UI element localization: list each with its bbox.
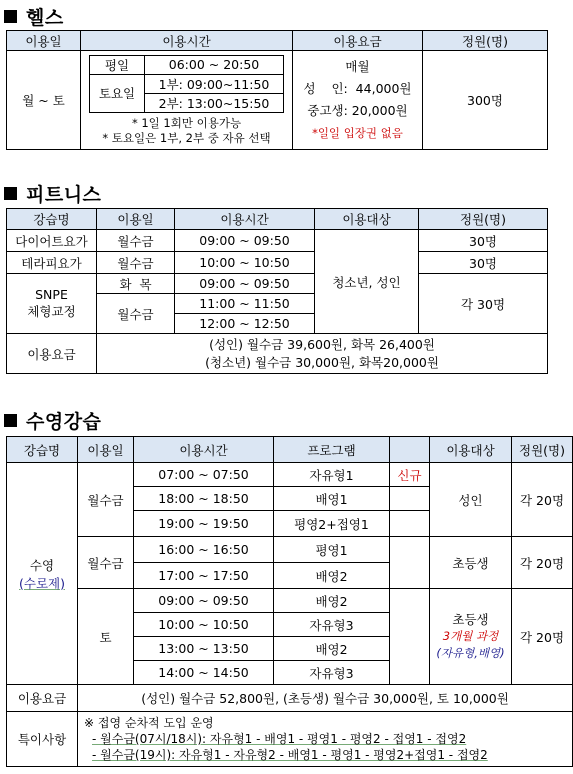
snpe-time: 09:00 ~ 09:50: [175, 274, 315, 294]
health-days: 월 ~ 토: [7, 51, 81, 150]
health-time-cell: [81, 51, 293, 150]
snpe-name-line2: 체형교정: [27, 304, 76, 319]
swim-program: 배영2: [274, 563, 390, 589]
class-name: 테라피요가: [7, 252, 97, 274]
class-days: 월수금: [97, 252, 175, 274]
fee-title: 매월: [345, 59, 370, 74]
fee-youth: 중고생: 20,000원: [307, 103, 408, 118]
weekday-label: 평일: [90, 55, 145, 74]
health-time-subtable: [89, 55, 284, 113]
fitness-title-text: 피트니스: [26, 184, 102, 206]
class-time: 09:00 ~ 09:50: [175, 230, 315, 252]
header-target: 이용대상: [430, 437, 512, 463]
swim-g3-days: 토: [78, 589, 134, 685]
fitness-target: 청소년, 성인: [315, 230, 419, 334]
header-capacity: 정원(명): [423, 31, 548, 51]
swim-time: 16:00 ~ 16:50: [134, 537, 274, 563]
header-time: 이용시간: [81, 31, 293, 51]
swim-fee-label: 이용요금: [7, 685, 78, 712]
class-time: 10:00 ~ 10:50: [175, 252, 315, 274]
swim-section-title: [4, 407, 101, 434]
swim-tag-empty: [390, 589, 430, 685]
special-line1: ※ 접영 순차적 도입 운영: [84, 716, 214, 730]
saturday-part2: 2부: 13:00~15:50: [145, 93, 284, 112]
swim-g3-stroke-note: (자유형,배영): [436, 646, 505, 660]
swim-time: 18:00 ~ 18:50: [134, 487, 274, 511]
swim-g3-course-note: 3개월 과정: [442, 629, 499, 643]
swim-special-cell: [78, 712, 573, 767]
header-time: 이용시간: [175, 209, 315, 230]
health-table: [6, 30, 548, 150]
swim-g2-target: 초등생: [430, 537, 512, 589]
swim-time: 10:00 ~ 10:50: [134, 613, 274, 637]
swim-table: [6, 436, 573, 767]
fee-note: *일일 입장권 없음: [312, 126, 403, 140]
swim-time: 09:00 ~ 09:50: [134, 589, 274, 613]
fitness-table: [6, 208, 548, 374]
swim-time: 14:00 ~ 14:50: [134, 661, 274, 685]
snpe-time: 12:00 ~ 12:50: [175, 314, 315, 334]
weekday-time: 06:00 ~ 20:50: [145, 55, 284, 74]
swim-class-name: [7, 463, 78, 685]
header-time: 이용시간: [134, 437, 274, 463]
header-class: 강습명: [7, 209, 97, 230]
swim-time: 17:00 ~ 17:50: [134, 563, 274, 589]
new-tag: 신규: [390, 463, 430, 487]
swim-tag-empty: [390, 537, 430, 589]
health-section-title: [4, 3, 64, 30]
swim-g1-target: 성인: [430, 463, 512, 537]
snpe-name: [7, 274, 97, 334]
class-days: 월수금: [97, 230, 175, 252]
health-note1: * 1일 1회만 이용가능: [131, 115, 242, 130]
header-program: 프로그램: [274, 437, 390, 463]
health-fee-cell: [293, 51, 423, 150]
swim-title-text: 수영강습: [26, 411, 102, 433]
swim-tag-empty: [390, 511, 430, 537]
square-bullet-icon: [4, 414, 17, 427]
swim-time: 07:00 ~ 07:50: [134, 463, 274, 487]
swim-g1-capacity: 각 20명: [512, 463, 573, 537]
swim-program: 자유형1: [274, 463, 390, 487]
swim-g3-capacity: 각 20명: [512, 589, 573, 685]
header-days: 이용일: [78, 437, 134, 463]
swim-g2-capacity: 각 20명: [512, 537, 573, 589]
header-fee: 이용요금: [293, 31, 423, 51]
header-capacity: 정원(명): [419, 209, 548, 230]
fitness-fee-label: 이용요금: [7, 334, 97, 374]
swim-program: 평영1: [274, 537, 390, 563]
swim-special-label: 특이사항: [7, 712, 78, 767]
header-days: 이용일: [7, 31, 81, 51]
square-bullet-icon: [4, 187, 17, 200]
header-capacity: 정원(명): [512, 437, 573, 463]
class-name: 다이어트요가: [7, 230, 97, 252]
health-title-text: 헬스: [26, 7, 64, 29]
fee-adult: 성 인: 44,000원: [303, 81, 412, 96]
swim-program: 자유형3: [274, 661, 390, 685]
special-line2: - 월수금(07시/18시): 자유형1 - 배영1 - 평영1 - 평영2 - 접영1 - 접영2: [92, 732, 467, 746]
swim-g2-days: 월수금: [78, 537, 134, 589]
fitness-fee-line1: (성인) 월수금 39,600원, 화목 26,400원: [209, 336, 435, 352]
swim-g3-target: [430, 589, 512, 685]
swim-g1-days: 월수금: [78, 463, 134, 537]
class-capacity: 30명: [419, 230, 548, 252]
saturday-part1: 1부: 09:00~11:50: [145, 74, 284, 93]
snpe-time: 11:00 ~ 11:50: [175, 294, 315, 314]
snpe-days-mwf: 월수금: [97, 294, 175, 334]
swim-g3-target-text: 초등생: [452, 612, 489, 627]
swim-name-line1: 수영: [29, 557, 55, 573]
swim-program: 자유형3: [274, 613, 390, 637]
fitness-fee-cell: [97, 334, 548, 374]
health-note2: * 토요일은 1부, 2부 중 자유 선택: [102, 130, 271, 145]
snpe-days-tt: 화 목: [97, 274, 175, 294]
swim-program: 배영2: [274, 637, 390, 661]
header-target: 이용대상: [315, 209, 419, 230]
swim-program: 평영2+접영1: [274, 511, 390, 537]
swim-tag-empty: [390, 487, 430, 511]
swim-name-line2: (수로제): [19, 575, 65, 591]
swim-program: 배영1: [274, 487, 390, 511]
header-class: 강습명: [7, 437, 78, 463]
snpe-capacity: 각 30명: [419, 274, 548, 334]
swim-program: 배영2: [274, 589, 390, 613]
swim-time: 13:00 ~ 13:50: [134, 637, 274, 661]
square-bullet-icon: [4, 10, 17, 23]
swim-time: 19:00 ~ 19:50: [134, 511, 274, 537]
snpe-name-line1: SNPE: [35, 287, 68, 302]
fitness-fee-line2: (청소년) 월수금 30,000원, 화목20,000원: [205, 354, 439, 370]
header-blank: [390, 437, 430, 463]
health-capacity: 300명: [423, 51, 548, 150]
class-capacity: 30명: [419, 252, 548, 274]
saturday-label: 토요일: [90, 74, 145, 112]
fitness-section-title: [4, 180, 101, 207]
special-line3: - 월수금(19시): 자유형1 - 자유형2 - 배영1 - 평영1 - 평영2+접영1 - 접영2: [92, 748, 488, 762]
swim-fee-text: (성인) 월수금 52,800원, (초등생) 월수금 30,000원, 토 10,000원: [78, 685, 573, 712]
header-days: 이용일: [97, 209, 175, 230]
